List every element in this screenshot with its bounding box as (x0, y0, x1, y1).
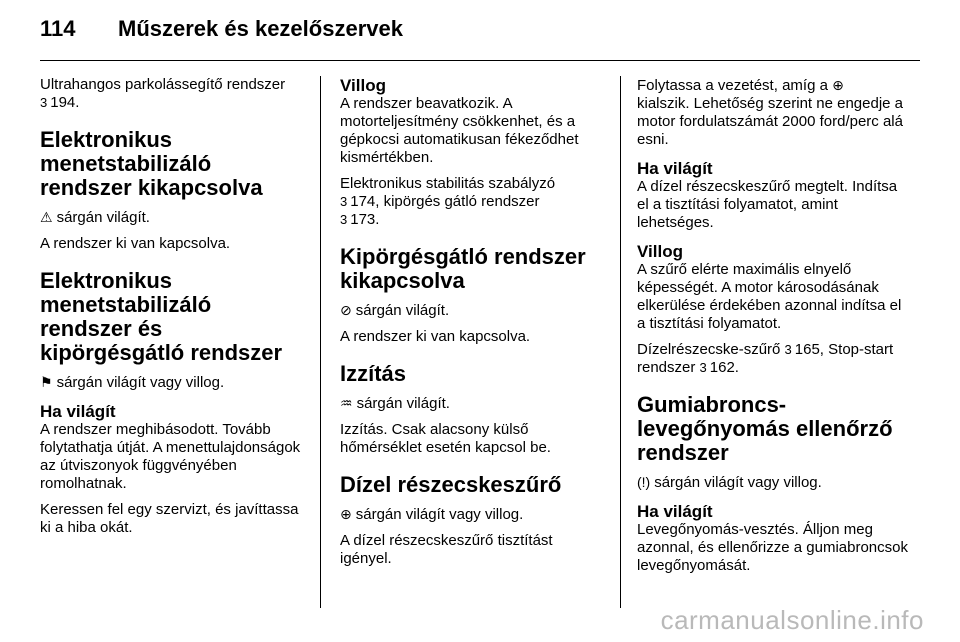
paragraph: Izzítás. Csak alacsony külső hőmérséklet esetén kapcsol be. (340, 421, 551, 456)
ref-arrow-icon: 3 (340, 212, 348, 227)
esc-tc-icon: ⚑ (40, 374, 53, 390)
paragraph: ⊕ sárgán világít vagy villog. (340, 506, 524, 523)
page-number: 114 (40, 16, 76, 41)
header-rule (40, 60, 920, 61)
paragraph: A dízel részecskeszűrő tisztítást igényel. (340, 532, 553, 567)
paragraph: Elektronikus stabilitás szabályzó 3 174, kipörgés gátló rendszer 3 173. (340, 175, 556, 228)
paragraph: ♒ sárgán világít. (340, 395, 450, 412)
section-heading: Elektronikus menetstabilizáló rendszer és kipörgésgátló rendszer (40, 268, 283, 365)
paragraph: Keressen fel egy szervizt, és javíttassa ki a hiba okát. (40, 501, 299, 536)
section-heading: Elektronikus menetstabilizáló rendszer kikapcsolva (40, 127, 263, 200)
ref-arrow-icon: 3 (699, 360, 707, 375)
paragraph: Ultrahangos parkolássegítő rendszer 3 194. (40, 76, 286, 111)
page-title: Műszerek és kezelőszervek (118, 16, 403, 41)
section-heading: Izzítás (340, 361, 407, 386)
paragraph: A rendszer beavatkozik. A motorteljesítmény csökkenhet, és a gépkocsi automatikusan fékeződhet kismértékben. (340, 95, 579, 166)
page-header (40, 16, 920, 42)
paragraph: ⊘ sárgán világít. (340, 302, 450, 319)
section-heading: Gumiabroncs-levegőnyomás ellenőrző rendszer (637, 392, 893, 465)
paragraph: ⚑ sárgán világít vagy villog. (40, 374, 225, 391)
glow-plug-icon: ♒ (340, 395, 353, 411)
watermark: carmanualsonline.info (660, 605, 924, 635)
ref-arrow-icon: 3 (340, 194, 348, 209)
column-1 (40, 76, 308, 545)
sub-heading: Villog (637, 242, 683, 261)
column-2 (340, 76, 600, 576)
dpf-icon: ⊕ (340, 506, 352, 522)
paragraph: Dízelrészecske-szűrő 3 165, Stop-start rendszer 3 162. (637, 341, 894, 376)
sub-heading: Ha világít (40, 402, 116, 421)
ref-arrow-icon: 3 (784, 342, 792, 357)
paragraph: ⚠ sárgán világít. (40, 209, 150, 226)
sub-heading: Ha világít (637, 502, 713, 521)
tc-off-icon: ⊘ (340, 302, 352, 318)
column-3 (637, 76, 909, 583)
paragraph: (!) sárgán világít vagy villog. (637, 474, 822, 491)
sub-heading: Villog (340, 76, 386, 95)
section-heading: Kipörgésgátló rendszer kikapcsolva (340, 244, 586, 293)
dpf-icon: ⊕ (832, 77, 844, 93)
sub-heading: Ha világít (637, 159, 713, 178)
esc-off-icon: ⚠ (40, 209, 53, 225)
column-divider (320, 76, 321, 608)
ref-arrow-icon: 3 (40, 95, 48, 110)
paragraph: A dízel részecskeszűrő megtelt. Indítsa el a tisztítási folyamatot, amint lehetséges. (637, 178, 898, 231)
section-heading: Dízel részecskeszűrő (340, 472, 562, 497)
paragraph: Folytassa a vezetést, amíg a ⊕ kialszik. Lehetőség szerint ne engedje a motor fordulatszámát 2000 ford/perc alá esni. (637, 77, 904, 148)
paragraph: A rendszer ki van kapcsolva. (340, 328, 531, 345)
paragraph: A rendszer ki van kapcsolva. (40, 235, 231, 252)
paragraph: A rendszer meghibásodott. Tovább folytathatja útját. A menettulajdonságok az útviszonyok függvényében romolhatnak. (40, 421, 301, 492)
paragraph: Levegőnyomás-vesztés. Álljon meg azonnal, és ellenőrizze a gumiabroncsok levegőnyomását. (637, 521, 908, 574)
tpms-icon: (!) (637, 474, 651, 490)
paragraph: A szűrő elérte maximális elnyelő képességét. A motor károsodásának elkerülése érdekében azonnal indítsa el a tisztítási folyamatot. (637, 261, 902, 332)
column-divider (620, 76, 621, 608)
